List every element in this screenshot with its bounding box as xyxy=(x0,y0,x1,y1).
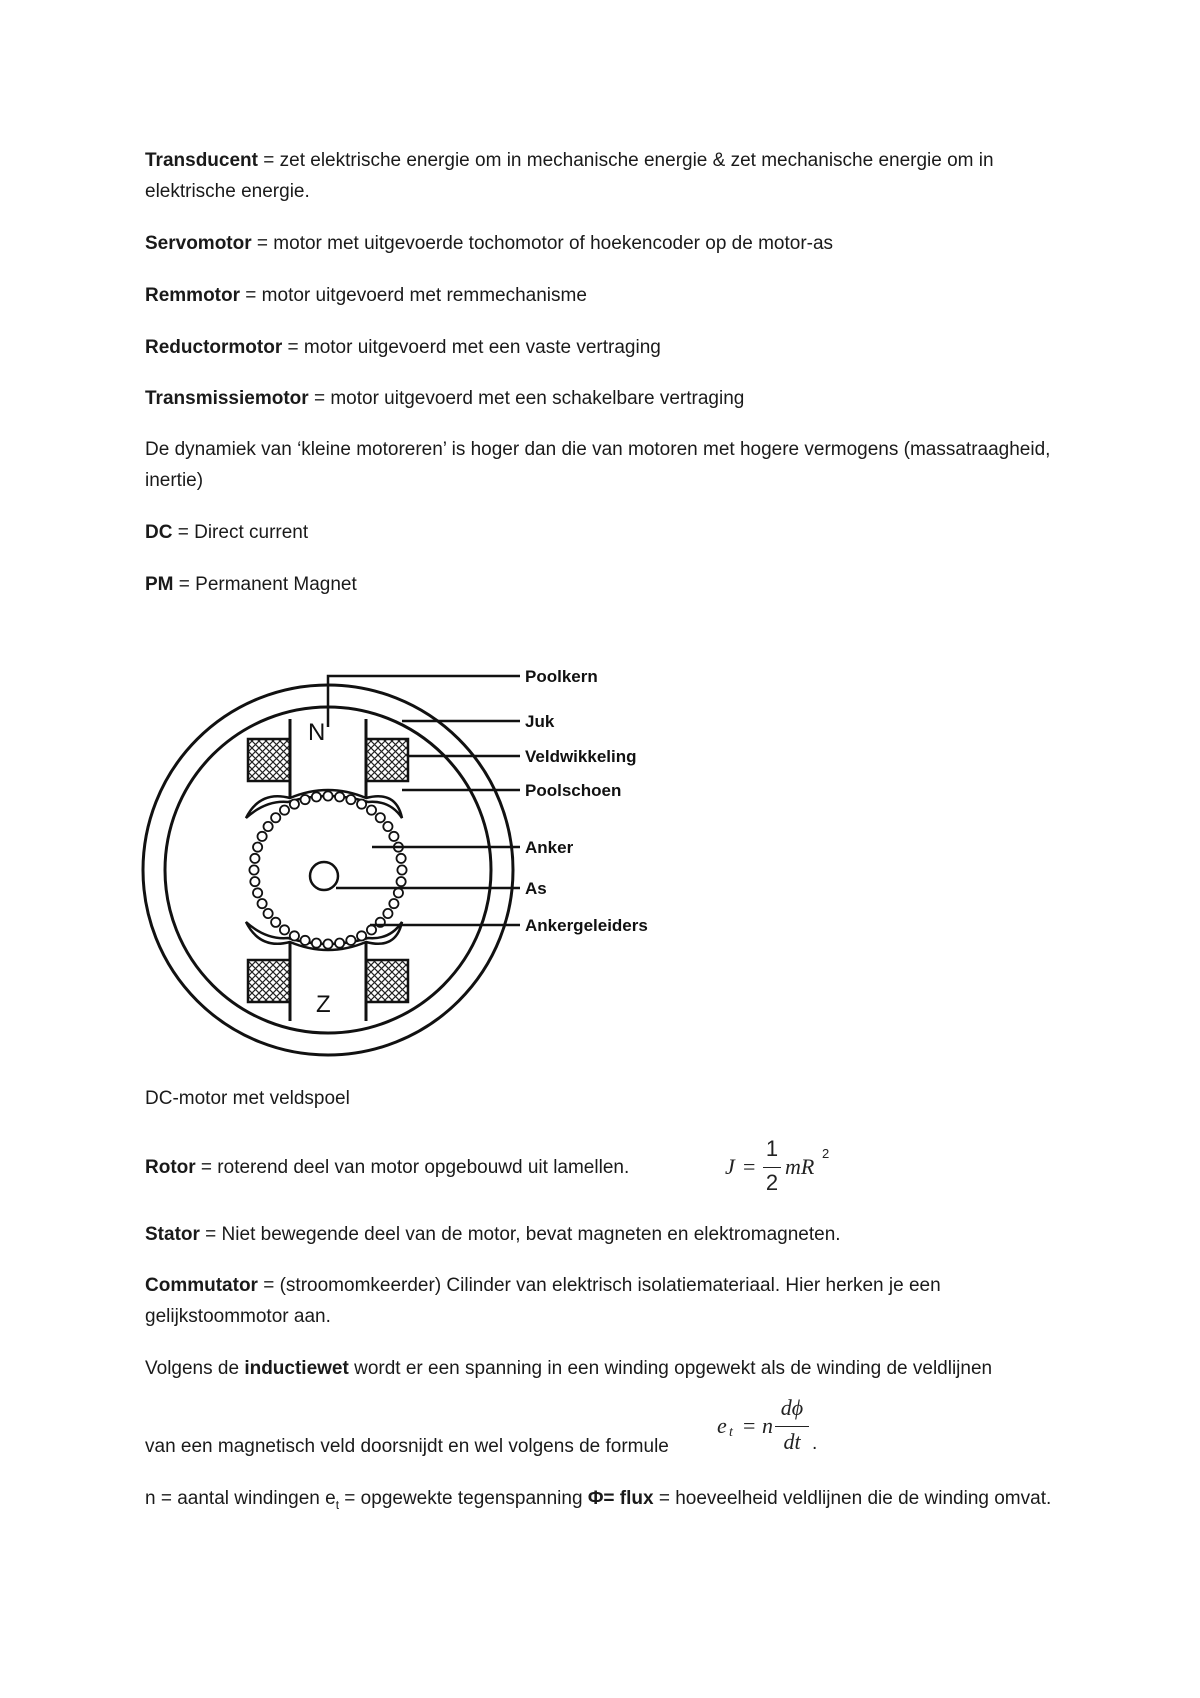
definition-transducent: = zet elektrische energie om in mechanische energie & zet mechanische energie om in elektrische energie. xyxy=(145,150,994,202)
definition-reductormotor: = motor uitgevoerd met een vaste vertraging xyxy=(282,337,661,358)
term-dc: DC xyxy=(145,522,173,543)
legenda-sub: t xyxy=(335,1497,340,1512)
armature-conductor xyxy=(280,925,289,934)
label-veldwikkeling: Veldwikkeling xyxy=(525,747,637,766)
armature-conductor xyxy=(290,800,299,809)
induction-coef: n xyxy=(762,1413,773,1438)
term-reductormotor: Reductormotor xyxy=(145,337,283,358)
induction-lhs: e xyxy=(717,1413,727,1438)
inductie-pre: Volgens de xyxy=(145,1358,245,1379)
term-pm: PM xyxy=(145,574,174,595)
armature-conductor xyxy=(264,909,273,918)
inertia-lhs: J xyxy=(725,1154,735,1179)
shaft xyxy=(310,862,338,890)
label-poolkern: Poolkern xyxy=(525,667,598,686)
armature-conductor xyxy=(389,899,398,908)
armature-conductor xyxy=(253,843,262,852)
paragraph-rotor xyxy=(145,1152,1065,1183)
leader-poolkern xyxy=(328,676,520,727)
armature-conductor xyxy=(312,939,321,948)
paragraph-transmissiemotor xyxy=(145,383,1065,414)
armature-conductor xyxy=(264,822,273,831)
armature-conductor xyxy=(397,865,406,874)
term-transducent: Transducent xyxy=(145,150,258,171)
armature-conductor xyxy=(335,939,344,948)
paragraph-inductiewet xyxy=(145,1353,1065,1384)
induction-formula xyxy=(717,1395,817,1465)
armature-conductor xyxy=(249,865,258,874)
legenda-part-2: = opgewekte tegenspanning xyxy=(339,1488,588,1509)
induction-denominator: dt xyxy=(783,1429,801,1454)
legenda-part-1: n = aantal windingen e xyxy=(145,1488,336,1509)
inductie-post: wordt er een spanning in een winding opgewekt als de winding de veldlijnen xyxy=(348,1358,993,1379)
inertia-denominator: 2 xyxy=(765,1170,779,1195)
armature-conductor xyxy=(250,854,259,863)
induction-fraction-bar xyxy=(775,1426,809,1427)
armature-conductor xyxy=(323,939,332,948)
term-rotor: Rotor xyxy=(145,1157,196,1178)
field-winding-sw xyxy=(248,960,290,1002)
legenda-phi: Φ= flux xyxy=(587,1488,654,1509)
armature-conductor xyxy=(258,832,267,841)
armature-conductor xyxy=(301,795,310,804)
dc-motor-diagram xyxy=(140,650,700,1060)
inertia-eq: = xyxy=(743,1154,756,1179)
armature-conductor xyxy=(280,806,289,815)
armature-conductor xyxy=(394,888,403,897)
definition-remmotor: = motor uitgevoerd met remmechanisme xyxy=(240,285,587,306)
definition-rotor: = roterend deel van motor opgebouwd uit lamellen. xyxy=(195,1157,630,1178)
induction-numerator: dϕ xyxy=(780,1395,804,1420)
armature-conductor xyxy=(253,888,262,897)
paragraph-dynamiek: De dynamiek van ‘kleine motoreren’ is hoger dan die van motoren met hogere vermogens (massatraagheid, inertie) xyxy=(145,439,1051,491)
armature-conductor xyxy=(312,792,321,801)
paragraph-commutator xyxy=(145,1270,1065,1332)
legenda-part-3: = hoeveelheid veldlijnen die de winding omvat. xyxy=(653,1488,1052,1509)
paragraph-remmotor xyxy=(145,280,1065,311)
paragraph-transducent xyxy=(145,145,1065,207)
armature-conductor xyxy=(323,791,332,800)
north-pole-core xyxy=(290,719,366,798)
armature-conductor xyxy=(389,832,398,841)
definition-stator: = Niet bewegende deel van de motor, bevat magneten en elektromagneten. xyxy=(199,1224,841,1245)
inertia-exponent: 2 xyxy=(822,1146,830,1161)
armature-conductor xyxy=(250,877,259,886)
armature-conductor xyxy=(301,936,310,945)
label-juk: Juk xyxy=(525,712,555,731)
south-pole-letter: Z xyxy=(316,991,331,1018)
term-transmissiemotor: Transmissiemotor xyxy=(145,388,309,409)
definition-servomotor: = motor met uitgevoerde tochomotor of hoekencoder op de motor-as xyxy=(251,233,834,254)
armature-conductor xyxy=(383,909,392,918)
field-winding-ne xyxy=(366,739,408,781)
armature-conductor xyxy=(346,795,355,804)
paragraph-dc xyxy=(145,517,1065,548)
formule-line: van een magnetisch veld doorsnijdt en wel volgens de formule xyxy=(145,1436,669,1457)
armature-conductor xyxy=(383,822,392,831)
definition-pm: = Permanent Magnet xyxy=(173,574,357,595)
induction-lhs-sub: t xyxy=(729,1425,733,1440)
induction-eq: = xyxy=(743,1413,756,1438)
paragraph-stator xyxy=(145,1219,1065,1250)
label-ankergeleiders: Ankergeleiders xyxy=(525,916,648,935)
armature-conductor xyxy=(271,813,280,822)
paragraph-pm xyxy=(145,569,1065,600)
armature-conductor xyxy=(258,899,267,908)
paragraph-servomotor xyxy=(145,228,1065,259)
definition-dc: = Direct current xyxy=(172,522,309,543)
term-stator: Stator xyxy=(145,1224,200,1245)
diagram-caption: DC-motor met veldspoel xyxy=(145,1088,350,1109)
field-winding-nw xyxy=(248,739,290,781)
armature-conductor xyxy=(357,931,366,940)
inertia-fraction-bar xyxy=(763,1167,781,1168)
armature-conductor xyxy=(376,813,385,822)
definition-commutator: = (stroomomkeerder) Cilinder van elektrisch isolatiemateriaal. Hier herken je een gelijkstoommotor aan. xyxy=(145,1275,941,1327)
paragraph-reductormotor xyxy=(145,332,1065,363)
term-inductiewet: inductiewet xyxy=(244,1358,349,1379)
north-pole-letter: N xyxy=(308,719,326,746)
label-anker: Anker xyxy=(525,838,574,857)
field-winding-se xyxy=(366,960,408,1002)
armature-conductor xyxy=(271,918,280,927)
armature-conductor xyxy=(367,925,376,934)
term-remmotor: Remmotor xyxy=(145,285,241,306)
armature-conductor xyxy=(357,800,366,809)
definition-transmissiemotor: = motor uitgevoerd met een schakelbare vertraging xyxy=(308,388,745,409)
armature-conductor xyxy=(397,854,406,863)
armature-conductor xyxy=(346,936,355,945)
label-as: As xyxy=(525,879,547,898)
term-servomotor: Servomotor xyxy=(145,233,252,254)
armature-conductor xyxy=(335,792,344,801)
label-poolschoen: Poolschoen xyxy=(525,781,622,800)
term-commutator: Commutator xyxy=(145,1275,258,1296)
paragraph-formule xyxy=(145,1431,1065,1462)
inertia-numerator: 1 xyxy=(765,1136,779,1161)
paragraph-legenda xyxy=(145,1483,1065,1521)
armature-conductor xyxy=(290,931,299,940)
inertia-rhs: mR xyxy=(785,1154,815,1179)
armature-conductor xyxy=(367,806,376,815)
armature-conductor xyxy=(397,877,406,886)
inertia-formula xyxy=(725,1136,865,1206)
formule-period: . xyxy=(812,1433,818,1454)
